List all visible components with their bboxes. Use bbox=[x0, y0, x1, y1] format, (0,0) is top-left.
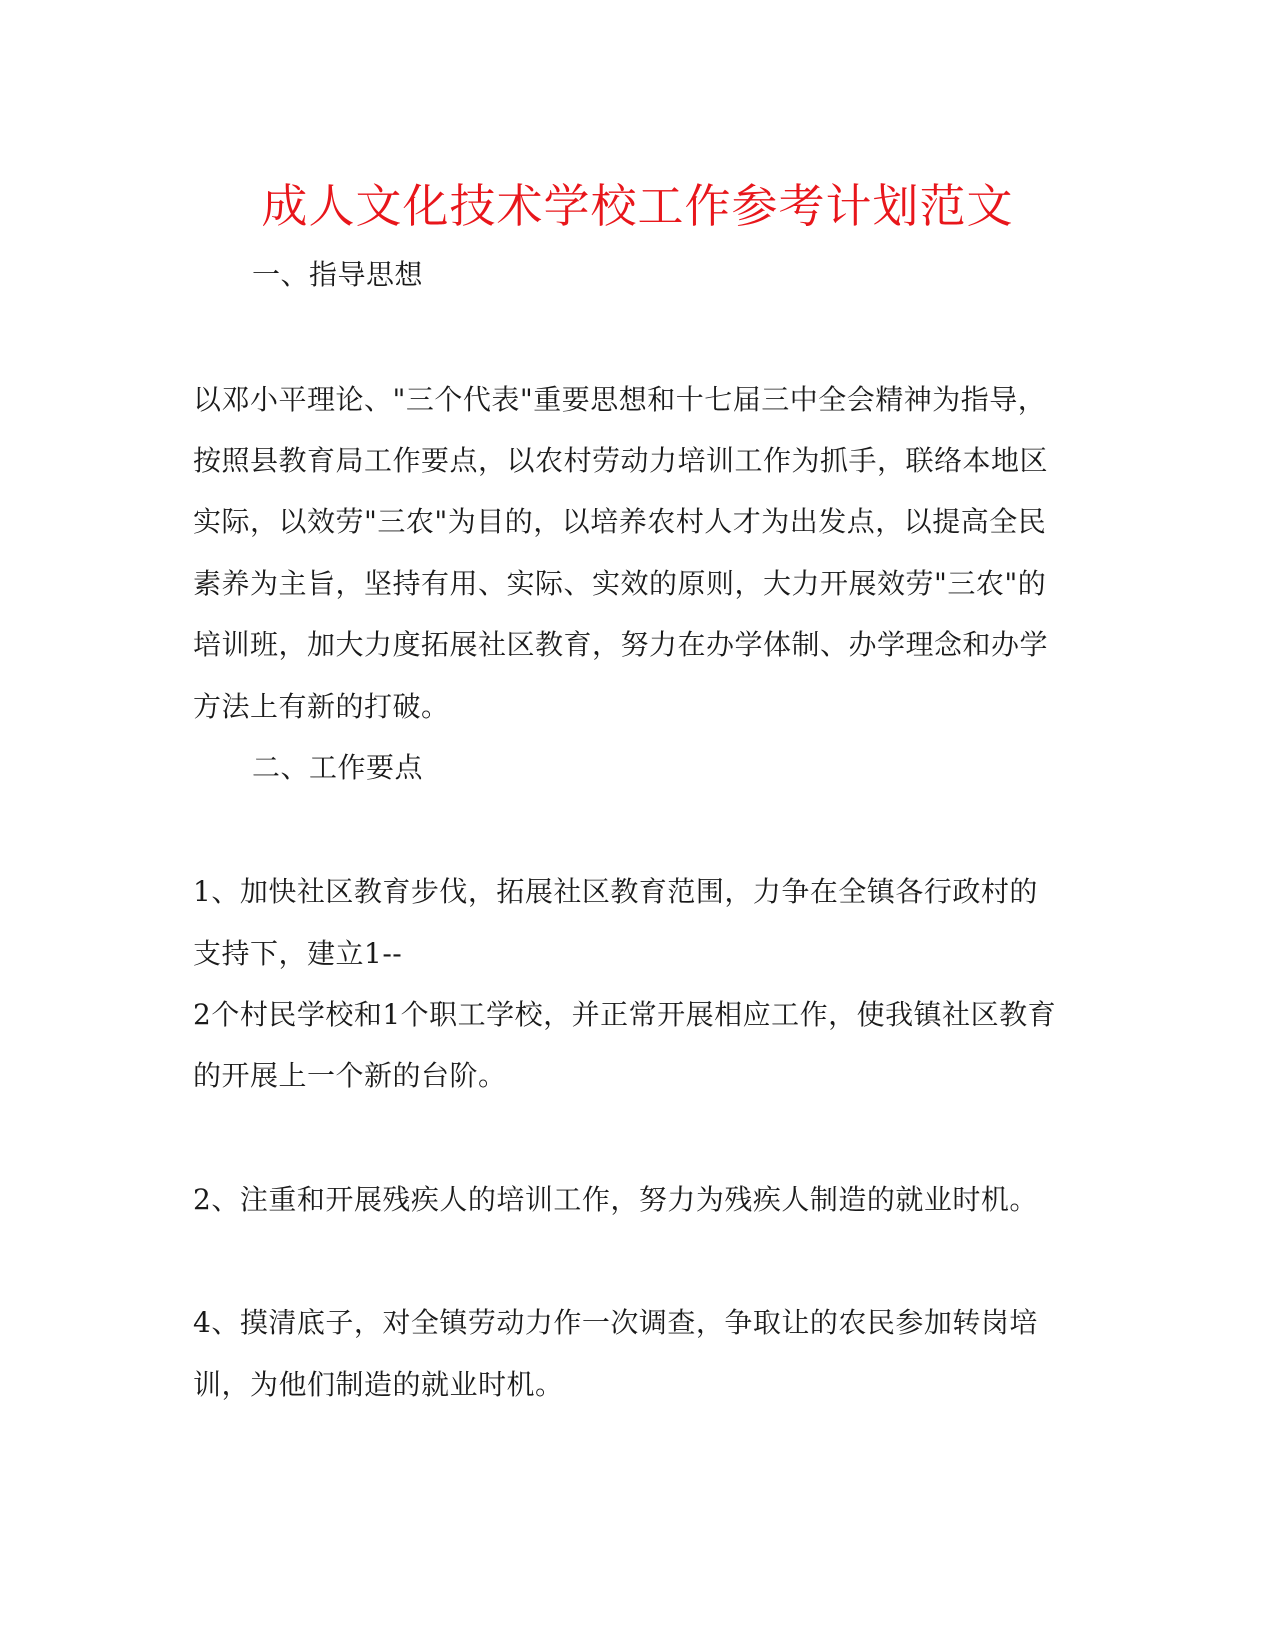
paragraph-line: 支持下，建立1-- bbox=[193, 937, 403, 970]
paragraph-line: 以邓小平理论、"三个代表"重要思想和十七届三中全会精神为指导， bbox=[193, 383, 1047, 416]
section-heading-work-points: 二、工作要点 bbox=[252, 751, 424, 784]
paragraph-line: 2个村民学校和1个职工学校，并正常开展相应工作，使我镇社区教育 bbox=[193, 998, 1057, 1031]
page-title: 成人文化技术学校工作参考计划范文 bbox=[261, 179, 1014, 233]
paragraph-line: 按照县教育局工作要点，以农村劳动力培训工作为抓手，联络本地区 bbox=[193, 444, 1049, 477]
paragraph-line: 4、摸清底子，对全镇劳动力作一次调查，争取让的农民参加转岗培 bbox=[193, 1306, 1038, 1339]
paragraph-line: 训，为他们制造的就业时机。 bbox=[193, 1368, 564, 1401]
section-heading-guiding-thought: 一、指导思想 bbox=[252, 258, 424, 291]
paragraph-line: 方法上有新的打破。 bbox=[193, 690, 450, 723]
paragraph-line: 培训班，加大力度拓展社区教育，努力在办学体制、办学理念和办学 bbox=[193, 628, 1049, 661]
paragraph-line: 2、注重和开展残疾人的培训工作，努力为残疾人制造的就业时机。 bbox=[193, 1183, 1038, 1216]
paragraph-line: 的开展上一个新的台阶。 bbox=[193, 1059, 507, 1092]
paragraph-line: 1、加快社区教育步伐，拓展社区教育范围，力争在全镇各行政村的 bbox=[193, 875, 1038, 908]
paragraph-line: 实际，以效劳"三农"为目的，以培养农村人才为出发点，以提高全民 bbox=[193, 505, 1047, 538]
paragraph-line: 素养为主旨，坚持有用、实际、实效的原则，大力开展效劳"三农"的 bbox=[193, 567, 1047, 600]
